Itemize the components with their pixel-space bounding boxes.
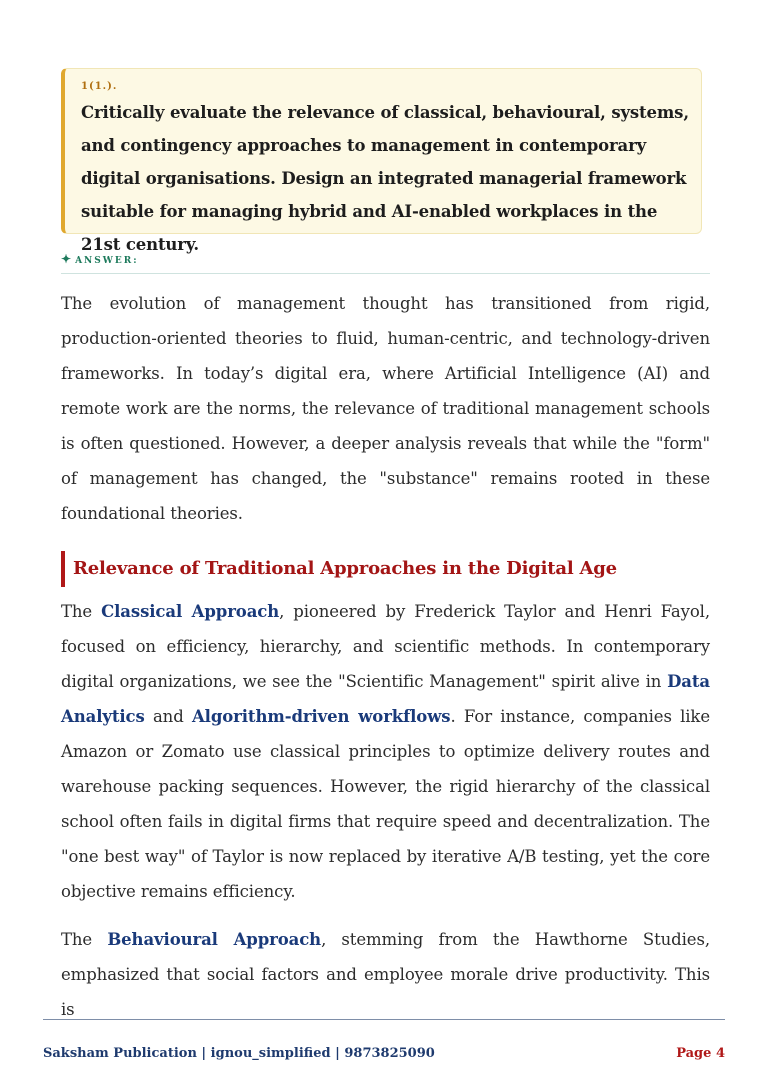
text-run: The xyxy=(61,602,102,621)
question-box xyxy=(61,68,702,254)
classical-paragraph xyxy=(61,594,710,909)
sparkle-icon: ✦ xyxy=(61,252,72,266)
term-behavioural-approach: Behavioural Approach xyxy=(107,930,322,949)
term-data-analytics: Data Analytics xyxy=(61,672,710,726)
term-algorithm-workflows: Algorithm-driven workflows xyxy=(191,707,451,726)
intro-paragraph: The evolution of management thought has transitioned from rigid, production-oriented theories to fluid, human-centric, and technology-driven frameworks. In today’s digital era, where Artificial Intelligence (AI) and remote work are the norms, the relevance of traditional management schools is often questioned. However, a deeper analysis reveals that while the "form" of management has changed, the "substance" remains rooted in these foundational theories. xyxy=(61,294,710,523)
term-classical-approach: Classical Approach xyxy=(101,602,280,621)
footer-divider xyxy=(43,1019,725,1020)
text-run: The xyxy=(61,930,108,949)
behavioural-paragraph xyxy=(61,922,710,1027)
text-run: and xyxy=(144,707,192,726)
section-heading: Relevance of Traditional Approaches in the Digital Age xyxy=(61,551,710,587)
footer-publisher: Saksham Publication | ignou_simplified | 9873825090 xyxy=(43,1046,435,1061)
text-run: , pioneered by Frederick Taylor and Henri Fayol, focused on efficiency, hierarchy, and scientific methods. In contemporary digital organizations, we see the "Scientific Management" spirit alive in xyxy=(61,602,710,691)
answer-label: ANSWER: xyxy=(75,256,139,266)
question-text: Critically evaluate the relevance of classical, behavioural, systems, and contingency approaches to management in contemporary digital organisations. Design an integrated managerial framework suitable for managing hybrid and AI-enabled workplaces in the 21st century. xyxy=(81,103,689,254)
text-run: , stemming from the Hawthorne Studies, emphasized that social factors and employee morale drive productivity. This is xyxy=(61,930,710,1019)
answer-label-row xyxy=(61,252,710,274)
page-number: Page 4 xyxy=(676,1046,725,1061)
text-run: . For instance, companies like Amazon or Zomato use classical principles to optimize delivery routes and warehouse packing sequences. However, the rigid hierarchy of the classical school often fails in digital firms that require speed and decentralization. The "one best way" of Taylor is now replaced by iterative A/B testing, yet the core objective remains efficiency. xyxy=(61,707,710,901)
question-number: 1(1.). xyxy=(81,81,118,92)
